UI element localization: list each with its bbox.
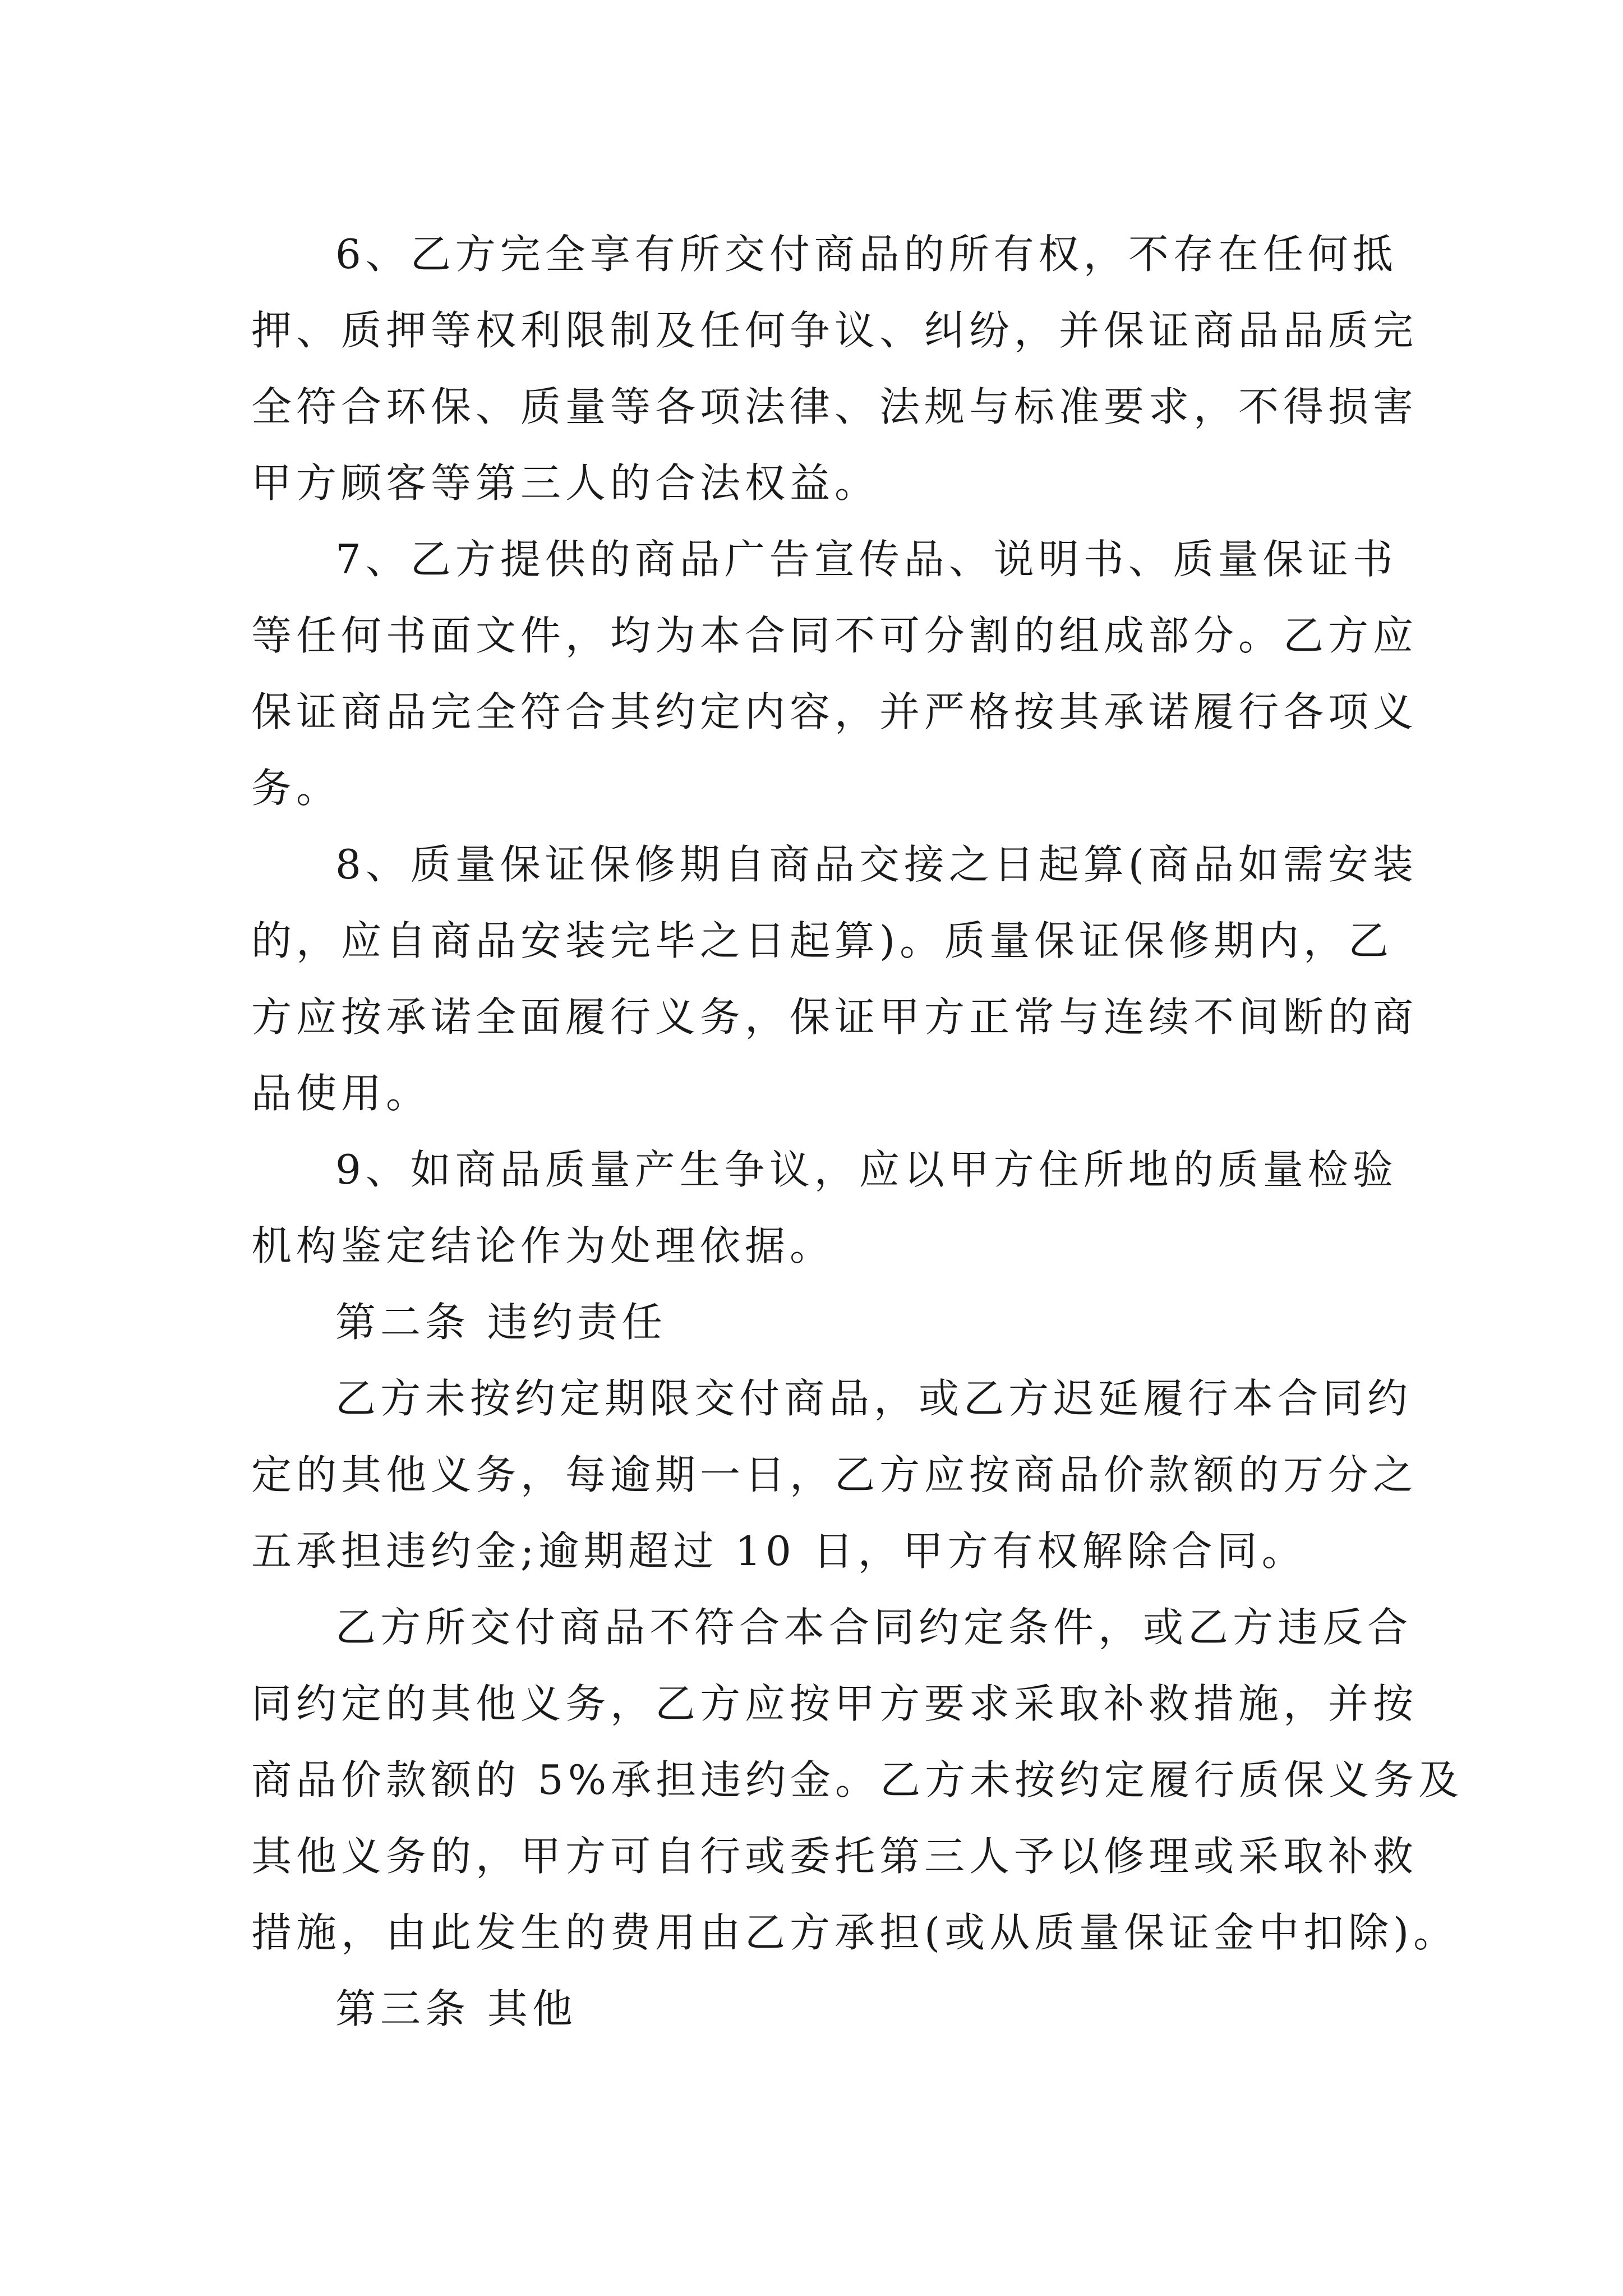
clause-6-line-2: 押、质押等权利限制及任何争议、纠纷，并保证商品品质完	[251, 307, 1418, 354]
clause-9-line-2: 机构鉴定结论作为处理依据。	[251, 1222, 835, 1269]
breach-nonconforming-line-2: 同约定的其他义务，乙方应按甲方要求采取补救措施，并按	[251, 1680, 1418, 1727]
clause-6-line-1: 6、乙方完全享有所交付商品的所有权，不存在任何抵	[335, 231, 1398, 278]
document-body	[251, 216, 1464, 2047]
clause-9-line-1: 9、如商品质量产生争议，应以甲方住所地的质量检验	[335, 1146, 1398, 1193]
clause-7-line-2: 等任何书面文件，均为本合同不可分割的组成部分。乙方应	[251, 612, 1418, 659]
breach-nonconforming-line-3: 商品价款额的 5%承担违约金。乙方未按约定履行质保义务及	[251, 1756, 1464, 1803]
article-2-heading: 第二条 违约责任	[335, 1299, 667, 1346]
breach-nonconforming-line-4: 其他义务的，甲方可自行或委托第三人予以修理或采取补救	[251, 1833, 1418, 1880]
clause-8-line-1: 8、质量保证保修期自商品交接之日起算(商品如需安装	[335, 841, 1418, 888]
article-3-heading: 第三条 其他	[335, 1985, 577, 2032]
clause-6-line-3: 全符合环保、质量等各项法律、法规与标准要求，不得损害	[251, 383, 1418, 430]
clause-8-line-3: 方应按承诺全面履行义务，保证甲方正常与连续不间断的商	[251, 993, 1418, 1041]
clause-7-line-3: 保证商品完全符合其约定内容，并严格按其承诺履行各项义	[251, 688, 1418, 735]
breach-delay-line-2: 定的其他义务，每逾期一日，乙方应按商品价款额的万分之	[251, 1451, 1418, 1498]
breach-delay-line-1: 乙方未按约定期限交付商品，或乙方迟延履行本合同约	[335, 1375, 1413, 1422]
clause-7-line-4: 务。	[251, 765, 342, 812]
breach-nonconforming-line-1: 乙方所交付商品不符合本合同约定条件，或乙方违反合	[335, 1604, 1413, 1651]
clause-8-line-2: 的，应自商品安装完毕之日起算)。质量保证保修期内，乙	[251, 917, 1394, 964]
clause-7-line-1: 7、乙方提供的商品广告宣传品、说明书、质量保证书	[335, 536, 1398, 583]
breach-nonconforming-line-5: 措施，由此发生的费用由乙方承担(或从质量保证金中扣除)。	[251, 1909, 1459, 1956]
clause-6-line-4: 甲方顾客等第三人的合法权益。	[251, 459, 880, 507]
breach-delay-line-3: 五承担违约金;逾期超过 10 日，甲方有权解除合同。	[251, 1527, 1307, 1575]
clause-8-line-4: 品使用。	[251, 1070, 431, 1117]
